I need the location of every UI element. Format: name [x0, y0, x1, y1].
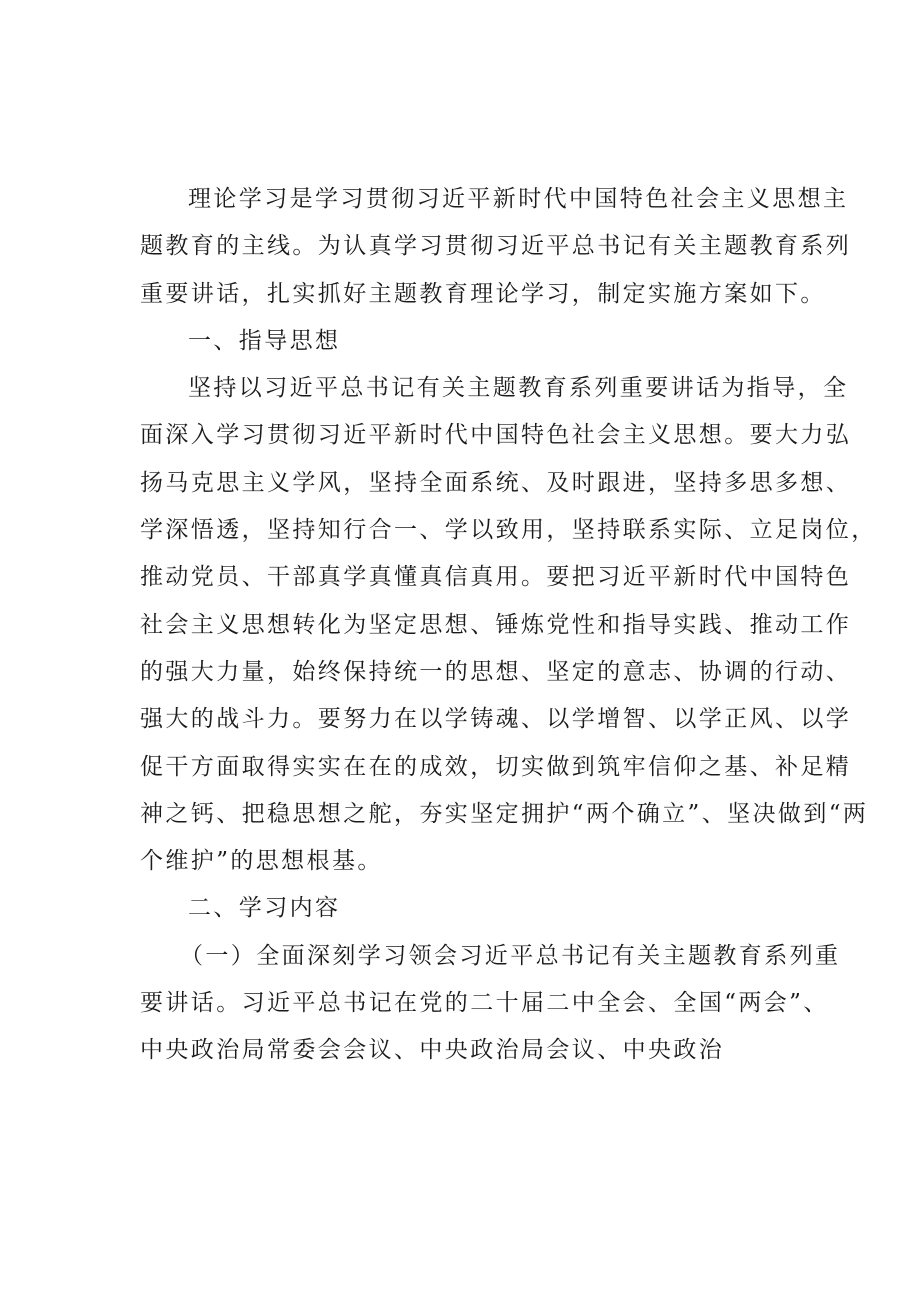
study-content-paragraph	[140, 933, 841, 1075]
paragraph-line: 强大的战斗力。要努力在以学铸魂、以学增智、以学正风、以学	[140, 706, 852, 733]
paragraph-line: 神之钙、把稳思想之舵，夯实坚定拥护“两个确立”、坚决做到“两	[140, 800, 869, 827]
document-body	[140, 176, 877, 1075]
paragraph-line: 的强大力量，始终保持统一的思想、坚定的意志、协调的行动、	[140, 658, 852, 685]
paragraph-line: 个维护”的思想根基。	[140, 848, 383, 875]
paragraph-line: 面深入学习贯彻习近平新时代中国特色社会主义思想。要大力弘	[140, 422, 852, 449]
paragraph-line: 学深悟透，坚持知行合一、学以致用，坚持联系实际、立足岗位，	[140, 517, 877, 544]
section-heading-study-content: 二、学习内容	[188, 895, 341, 922]
paragraph-line: （一）全面深刻学习领会习近平总书记有关主题教育系列重	[180, 942, 841, 969]
paragraph-line: 中央政治局常委会会议、中央政治局会议、中央政治	[140, 1037, 725, 1064]
paragraph-line: 理论学习是学习贯彻习近平新时代中国特色社会主义思想主	[188, 186, 849, 212]
intro-paragraph	[140, 176, 852, 318]
section-heading-guiding-thought: 一、指导思想	[188, 327, 341, 354]
paragraph-line: 促干方面取得实实在在的成效，切实做到筑牢信仰之基、补足精	[140, 753, 852, 780]
paragraph-line: 坚持以习近平总书记有关主题教育系列重要讲话为指导，全	[188, 375, 849, 402]
paragraph-line: 题教育的主线。为认真学习贯彻习近平总书记有关主题教育系列	[140, 233, 852, 260]
paragraph-line: 推动党员、干部真学真懂真信真用。要把习近平新时代中国特色	[140, 564, 852, 591]
paragraph-line: 要讲话。习近平总书记在党的二十届二中全会、全国“两会”、	[140, 990, 829, 1017]
paragraph-line: 扬马克思主义学风，坚持全面系统、及时跟进，坚持多思多想、	[140, 469, 852, 496]
guiding-thought-paragraph	[140, 365, 877, 885]
paragraph-line: 社会主义思想转化为坚定思想、锤炼党性和指导实践、推动工作	[140, 611, 852, 638]
paragraph-line: 重要讲话，扎实抓好主题教育理论学习，制定实施方案如下。	[140, 280, 826, 307]
